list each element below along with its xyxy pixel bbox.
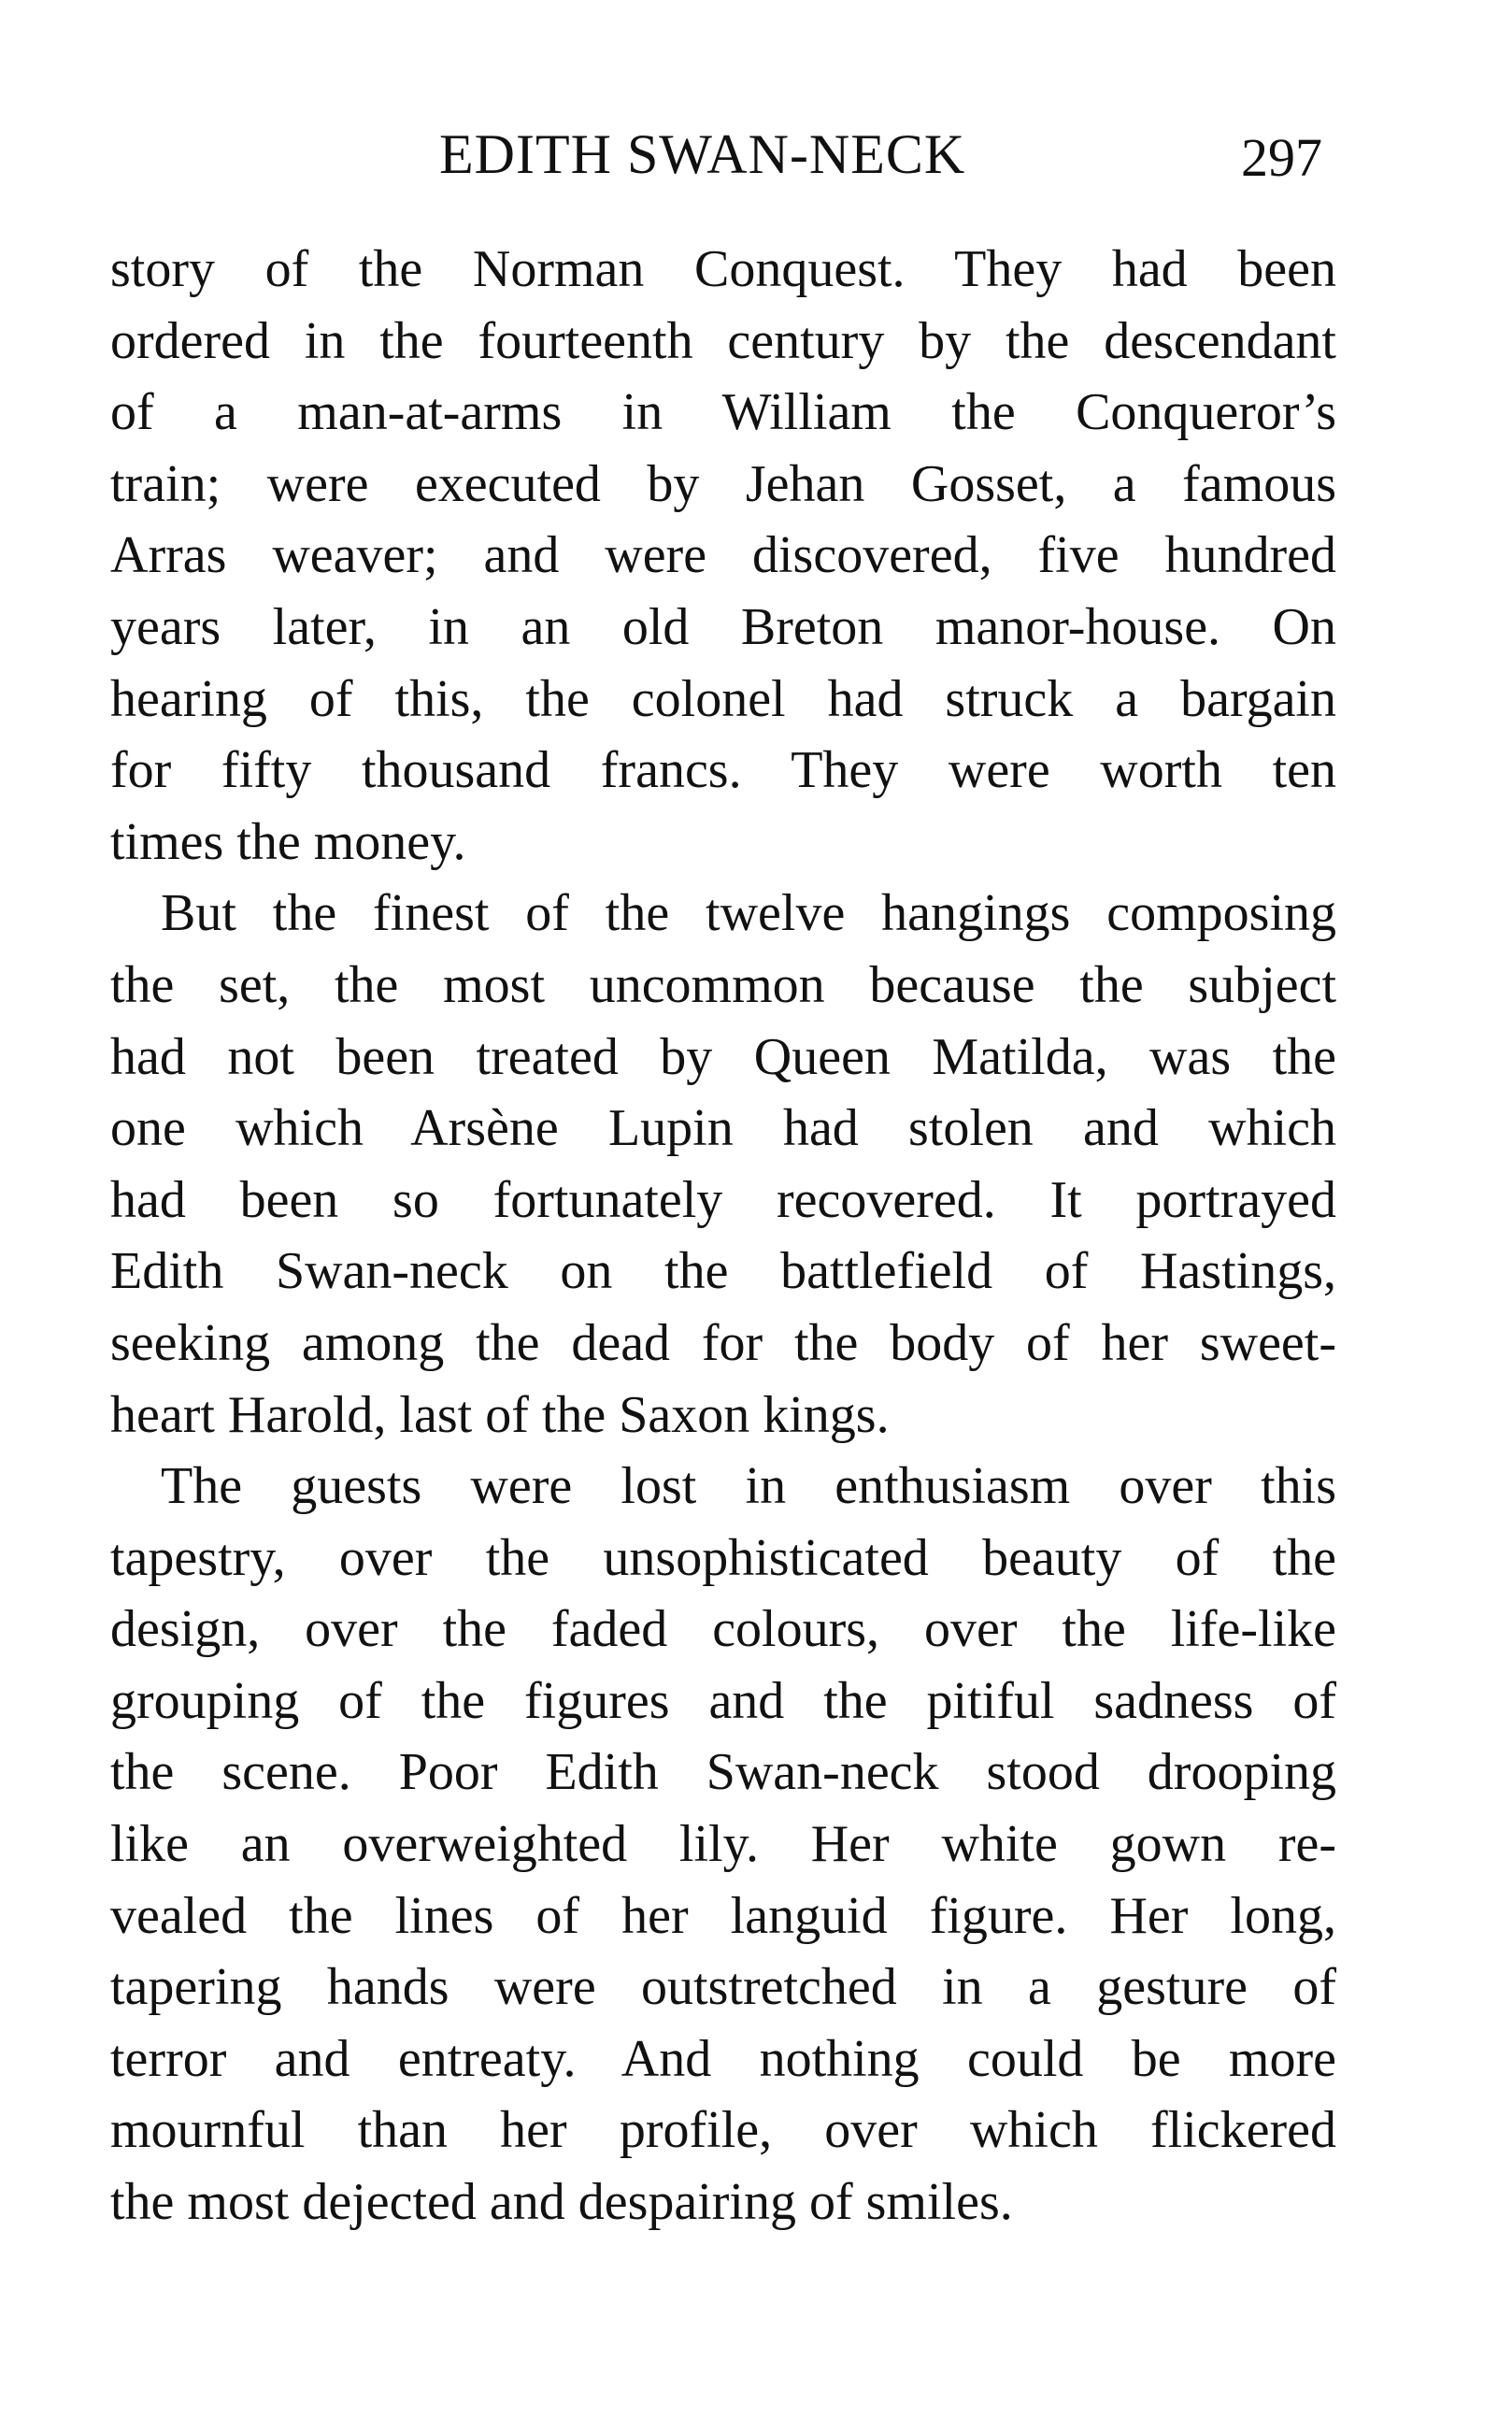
text-line: terror and entreaty. And nothing could be more — [110, 2029, 1336, 2088]
paragraph-3 — [110, 1451, 1336, 2238]
text-line: But the finest of the twelve hangings composing — [161, 884, 1336, 943]
text-line: had been so fortunately recovered. It portrayed — [110, 1170, 1336, 1229]
text-line: the most dejected and despairing of smiles. — [110, 2173, 1013, 2232]
text-line: Edith Swan-neck on the battlefield of Hastings, — [110, 1242, 1336, 1301]
text-line: vealed the lines of her languid figure. Her long, — [110, 1886, 1336, 1945]
text-line: tapestry, over the unsophisticated beauty of the — [110, 1528, 1336, 1587]
text-line: Arras weaver; and were discovered, five hundred — [110, 526, 1336, 585]
text-line: the set, the most uncommon because the subject — [110, 955, 1336, 1014]
text-line: hearing of this, the colonel had struck a bargain — [110, 669, 1336, 728]
text-line: one which Arsène Lupin had stolen and which — [110, 1099, 1336, 1158]
text-line: times the money. — [110, 812, 466, 871]
body-text — [110, 234, 1336, 2238]
text-line: the scene. Poor Edith Swan-neck stood drooping — [110, 1743, 1336, 1802]
running-title: EDITH SWAN-NECK — [439, 123, 966, 185]
text-line: mournful than her profile, over which flickered — [110, 2101, 1336, 2160]
text-line: years later, in an old Breton manor-house. On — [110, 597, 1336, 656]
text-line: seeking among the dead for the body of her sweet- — [110, 1313, 1336, 1372]
text-line: design, over the faded colours, over the life-like — [110, 1600, 1336, 1659]
text-line: ordered in the fourteenth century by the descendant — [110, 311, 1336, 370]
text-line: of a man-at-arms in William the Conqueror’s — [110, 383, 1336, 442]
text-line: train; were executed by Jehan Gosset, a famous — [110, 454, 1336, 513]
text-line: heart Harold, last of the Saxon kings. — [110, 1385, 890, 1444]
text-line: like an overweighted lily. Her white gown re- — [110, 1815, 1336, 1874]
page-number: 297 — [1241, 127, 1322, 188]
running-header — [0, 112, 1512, 196]
text-line: had not been treated by Queen Matilda, was the — [110, 1027, 1336, 1086]
text-line: The guests were lost in enthusiasm over this — [161, 1457, 1336, 1516]
text-line: for fifty thousand francs. They were worth ten — [110, 741, 1336, 800]
paragraph-2 — [110, 878, 1336, 1451]
text-line: story of the Norman Conquest. They had been — [110, 240, 1336, 298]
paragraph-1 — [110, 234, 1336, 878]
text-line: grouping of the figures and the pitiful sadness of — [110, 1671, 1336, 1730]
text-line: tapering hands were outstretched in a gesture of — [110, 1958, 1336, 2017]
